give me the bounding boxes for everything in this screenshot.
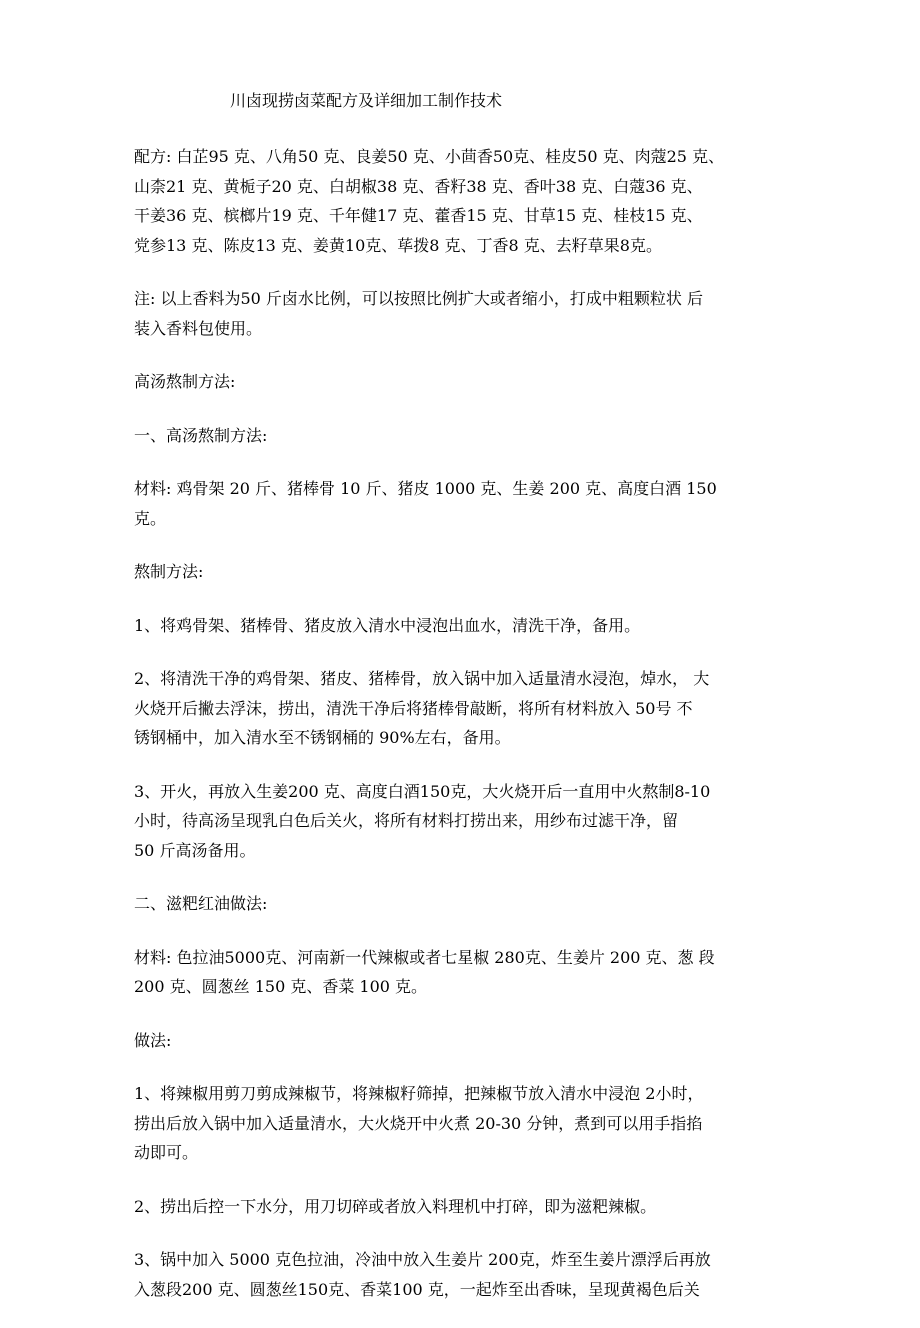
text-line: 熬制方法: xyxy=(134,562,204,581)
paragraph xyxy=(134,1079,794,1168)
text-line: 二、滋粑红油做法: xyxy=(134,894,268,913)
document-body xyxy=(134,84,794,1328)
paragraph xyxy=(134,664,794,753)
text-line: 锈钢桶中，加入清水至不锈钢桶的 90%左右，备用。 xyxy=(134,728,511,747)
document-title: 川卤现捞卤菜配方及详细加工制作技术 xyxy=(230,91,503,110)
text-line: 材料: 鸡骨架 20 斤、猪棒骨 10 斤、猪皮 1000 克、生姜 200 克、高度白酒 150 xyxy=(134,479,717,498)
paragraph xyxy=(134,367,794,397)
text-line: 做法: xyxy=(134,1030,172,1050)
paragraph xyxy=(134,611,794,641)
paragraph xyxy=(134,943,794,1002)
text-line: 山柰21 克、黄栀子20 克、白胡椒38 克、香籽38 克、香叶38 克、白蔻36 克、 xyxy=(134,176,703,196)
text-line: 一、高汤熬制方法: xyxy=(134,425,268,445)
text-line: 200 克、圆葱丝 150 克、香菜 100 克。 xyxy=(134,977,428,996)
paragraph xyxy=(134,421,794,451)
text-line: 配方: 白芷95 克、八角50 克、良姜50 克、小茴香50克、桂皮50 克、肉蔻25 克、 xyxy=(134,147,725,166)
text-line: 小时，待高汤呈现乳白色后关火，将所有材料打捞出来，用纱布过滤干净，留 xyxy=(134,811,679,830)
text-line: 克。 xyxy=(134,508,167,528)
text-line: 党参13 克、陈皮13 克、姜黄10克、荜拨8 克、丁香8 克、去籽草果8克。 xyxy=(134,235,662,255)
paragraph-list xyxy=(134,142,794,1304)
text-line: 材料: 色拉油5000克、河南新一代辣椒或者七星椒 280克、生姜片 200 克、葱 段 xyxy=(134,947,715,967)
text-line: 火烧开后撇去浮沫，捞出，清洗干净后将猪棒骨敲断，将所有材料放入 50号 不 xyxy=(134,698,693,718)
paragraph xyxy=(134,1245,794,1304)
text-line: 1、将辣椒用剪刀剪成辣椒节，将辣椒籽筛掉，把辣椒节放入清水中浸泡 2小时， xyxy=(134,1084,704,1103)
text-line: 2、将清洗干净的鸡骨架、猪皮、猪棒骨，放入锅中加入适量清水浸泡，焯水， 大 xyxy=(134,669,710,688)
text-line: 3、锅中加入 5000 克色拉油，冷油中放入生姜片 200克，炸至生姜片漂浮后再放 xyxy=(134,1250,711,1269)
text-line: 3、开火，再放入生姜200 克、高度白酒150克，大火烧开后一直用中火熬制8-10 xyxy=(134,781,711,801)
paragraph xyxy=(134,777,794,866)
text-line: 1、将鸡骨架、猪棒骨、猪皮放入清水中浸泡出血水，清洗干净，备用。 xyxy=(134,615,641,635)
text-line: 高汤熬制方法: xyxy=(134,372,236,391)
paragraph xyxy=(134,1026,794,1056)
text-line: 装入香料包使用。 xyxy=(134,318,263,338)
text-line: 50 斤高汤备用。 xyxy=(134,840,256,860)
text-line: 动即可。 xyxy=(134,1143,199,1162)
paragraph xyxy=(134,889,794,919)
paragraph xyxy=(134,284,794,343)
text-line: 2、捞出后控一下水分，用刀切碎或者放入料理机中打碎，即为滋粑辣椒。 xyxy=(134,1196,657,1216)
text-line: 捞出后放入锅中加入适量清水，大火烧开中火煮 20-30 分钟，煮到可以用手指掐 xyxy=(134,1113,703,1133)
paragraph xyxy=(134,142,794,260)
text-line: 注: 以上香料为50 斤卤水比例，可以按照比例扩大或者缩小，打成中粗颗粒状 后 xyxy=(134,289,704,308)
text-line: 干姜36 克、槟榔片19 克、千年健17 克、藿香15 克、甘草15 克、桂枝15 克、 xyxy=(134,206,703,225)
paragraph xyxy=(134,1192,794,1222)
paragraph xyxy=(134,474,794,533)
paragraph xyxy=(134,557,794,587)
text-line: 入葱段200 克、圆葱丝150克、香菜100 克，一起炸至出香味，呈现黄褐色后关 xyxy=(134,1279,700,1299)
